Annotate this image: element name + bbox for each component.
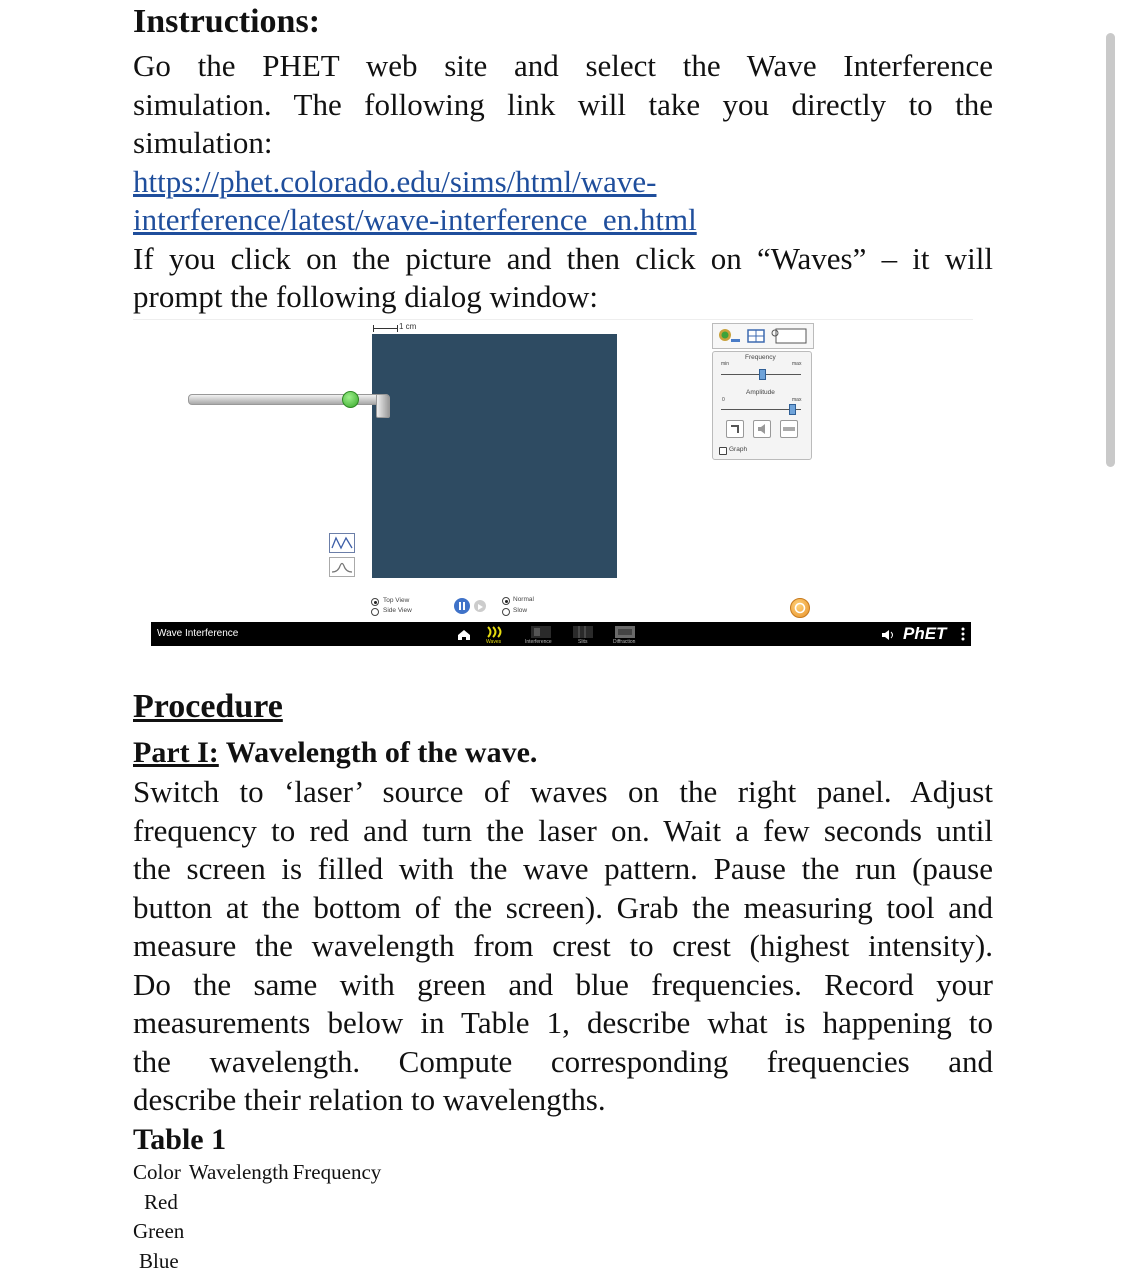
vertical-scrollbar[interactable] bbox=[1106, 33, 1115, 467]
intro-line: simulation. The following link will take you directly to the bbox=[133, 86, 993, 122]
scale-bar bbox=[373, 328, 398, 329]
menu-icon[interactable] bbox=[961, 626, 965, 647]
simulation-screenshot bbox=[133, 318, 973, 650]
faucet-spout bbox=[376, 394, 390, 418]
simulation-link-line-1[interactable]: https://phet.colorado.edu/sims/html/wave- bbox=[133, 163, 657, 199]
amplitude-slider-thumb[interactable] bbox=[789, 404, 796, 415]
side-view-label: Side View bbox=[383, 607, 412, 614]
home-icon[interactable] bbox=[457, 628, 471, 646]
table-title: Table 1 bbox=[133, 1123, 227, 1156]
normal-speed-label: Normal bbox=[513, 596, 534, 603]
table-row bbox=[133, 1188, 381, 1218]
graph-checkbox[interactable] bbox=[719, 447, 727, 455]
procedure-line: measure the wavelength from crest to crest (highest intensity). bbox=[133, 928, 993, 963]
tab-interference-label: Interference bbox=[525, 639, 552, 645]
slow-speed-radio[interactable] bbox=[502, 608, 510, 616]
divider bbox=[133, 319, 973, 320]
table-cell-color: Green bbox=[133, 1219, 185, 1243]
procedure-line: measurements below in Table 1, describe what is happening to bbox=[133, 1005, 993, 1040]
waves-tab-icon bbox=[485, 625, 509, 639]
part-title: Wavelength of the wave. bbox=[218, 736, 538, 769]
pulse-wave-icon bbox=[330, 558, 354, 576]
table-cell-wavelength[interactable] bbox=[189, 1217, 293, 1247]
amplitude-label: Amplitude bbox=[746, 389, 775, 396]
intro-line: Go the PHET web site and select the Wave Interference bbox=[133, 48, 993, 83]
part-heading bbox=[133, 734, 537, 772]
table-cell-frequency[interactable] bbox=[293, 1217, 382, 1247]
results-table bbox=[133, 1158, 381, 1276]
water-source-button[interactable] bbox=[726, 420, 744, 438]
click-line: prompt the following dialog window: bbox=[133, 279, 598, 314]
interference-tab-icon bbox=[529, 625, 553, 639]
table-cell-wavelength[interactable] bbox=[189, 1247, 293, 1277]
tab-waves-label: Waves bbox=[486, 639, 502, 645]
table-cell-color: Red bbox=[144, 1189, 178, 1214]
frequency-max: max bbox=[792, 361, 802, 367]
top-view-radio[interactable] bbox=[371, 598, 379, 606]
diffraction-tab-icon bbox=[613, 625, 637, 639]
procedure-line: the screen is filled with the wave pattern. Pause the run (pause bbox=[133, 851, 993, 886]
tab-diffraction-label: Diffraction bbox=[613, 639, 636, 645]
click-line: If you click on the picture and then click on “Waves” – it will bbox=[133, 240, 993, 276]
reset-all-button[interactable] bbox=[790, 598, 810, 618]
table-header-color: Color bbox=[133, 1160, 181, 1184]
table-header-wavelength: Wavelength bbox=[188, 1160, 289, 1184]
top-view-label: Top View bbox=[383, 597, 410, 604]
frequency-min: min bbox=[721, 361, 730, 367]
control-panel bbox=[712, 351, 812, 460]
procedure-line: button at the bottom of the screen). Grab the measuring tool and bbox=[133, 889, 993, 925]
amplitude-min: 0 bbox=[722, 397, 725, 403]
table-cell-frequency[interactable] bbox=[293, 1188, 382, 1218]
normal-speed-radio[interactable] bbox=[502, 597, 510, 605]
simulation-link-line-2[interactable]: interference/latest/wave-interference_en.html bbox=[133, 202, 697, 237]
slits-tab-icon bbox=[571, 625, 595, 639]
pulse-view-button[interactable] bbox=[329, 557, 355, 577]
pause-icon bbox=[454, 598, 470, 614]
light-source-button[interactable] bbox=[780, 420, 798, 438]
graph-label: Graph bbox=[729, 446, 748, 453]
instructions-intro bbox=[133, 47, 993, 317]
part-label: Part I: bbox=[133, 736, 219, 769]
tab-slits-label: Slits bbox=[578, 639, 588, 645]
laser-icon bbox=[781, 421, 797, 437]
navigation-bar bbox=[151, 622, 971, 646]
procedure-heading: Procedure bbox=[133, 688, 283, 725]
water-tank bbox=[372, 334, 617, 578]
table-row bbox=[133, 1217, 381, 1247]
wave-view-button[interactable] bbox=[329, 533, 355, 553]
step-button[interactable] bbox=[474, 600, 486, 612]
faucet-icon bbox=[727, 421, 743, 437]
scale-label: 1 cm bbox=[399, 322, 417, 331]
table-header-frequency: Frequency bbox=[292, 1160, 382, 1184]
intro-line: simulation: bbox=[133, 125, 273, 160]
phet-logo[interactable]: PhET bbox=[903, 624, 947, 643]
procedure-line: Switch to ‘laser’ source of waves on the right panel. Adjust bbox=[133, 774, 993, 809]
sound-toggle-icon[interactable] bbox=[881, 628, 897, 646]
frequency-label: Frequency bbox=[745, 354, 776, 361]
table-cell-color: Blue bbox=[139, 1248, 179, 1273]
measuring-tape-icon[interactable] bbox=[748, 330, 764, 342]
stopwatch-icon[interactable] bbox=[719, 329, 740, 342]
amplitude-max: max bbox=[792, 397, 802, 403]
slow-speed-label: Slow bbox=[513, 607, 528, 614]
sound-source-button[interactable] bbox=[753, 420, 771, 438]
procedure-line: frequency to red and turn the laser on. Wait a few seconds until bbox=[133, 812, 993, 848]
faucet-knob[interactable] bbox=[342, 391, 359, 408]
table-header-row bbox=[133, 1158, 381, 1188]
sine-wave-icon bbox=[330, 534, 354, 552]
probe-icon[interactable] bbox=[772, 329, 806, 343]
frequency-slider-thumb[interactable] bbox=[759, 369, 766, 380]
table-cell-wavelength[interactable] bbox=[189, 1188, 293, 1218]
procedure-line: the wavelength. Compute corresponding frequencies and bbox=[133, 1043, 993, 1079]
reset-icon bbox=[791, 599, 809, 617]
side-view-radio[interactable] bbox=[371, 608, 379, 616]
instructions-heading: Instructions: bbox=[133, 3, 321, 40]
procedure-line: Do the same with green and blue frequencies. Record your bbox=[133, 966, 993, 1002]
step-icon bbox=[474, 601, 486, 613]
speaker-icon bbox=[754, 421, 770, 437]
procedure-text bbox=[133, 773, 993, 1120]
table-row bbox=[133, 1247, 381, 1277]
table-cell-frequency[interactable] bbox=[293, 1247, 382, 1277]
faucet-pipe bbox=[188, 394, 390, 405]
procedure-line: describe their relation to wavelengths. bbox=[133, 1082, 606, 1117]
tool-toolbox bbox=[712, 323, 814, 349]
pause-button[interactable] bbox=[454, 598, 470, 614]
app-title: Wave Interference bbox=[157, 628, 239, 639]
